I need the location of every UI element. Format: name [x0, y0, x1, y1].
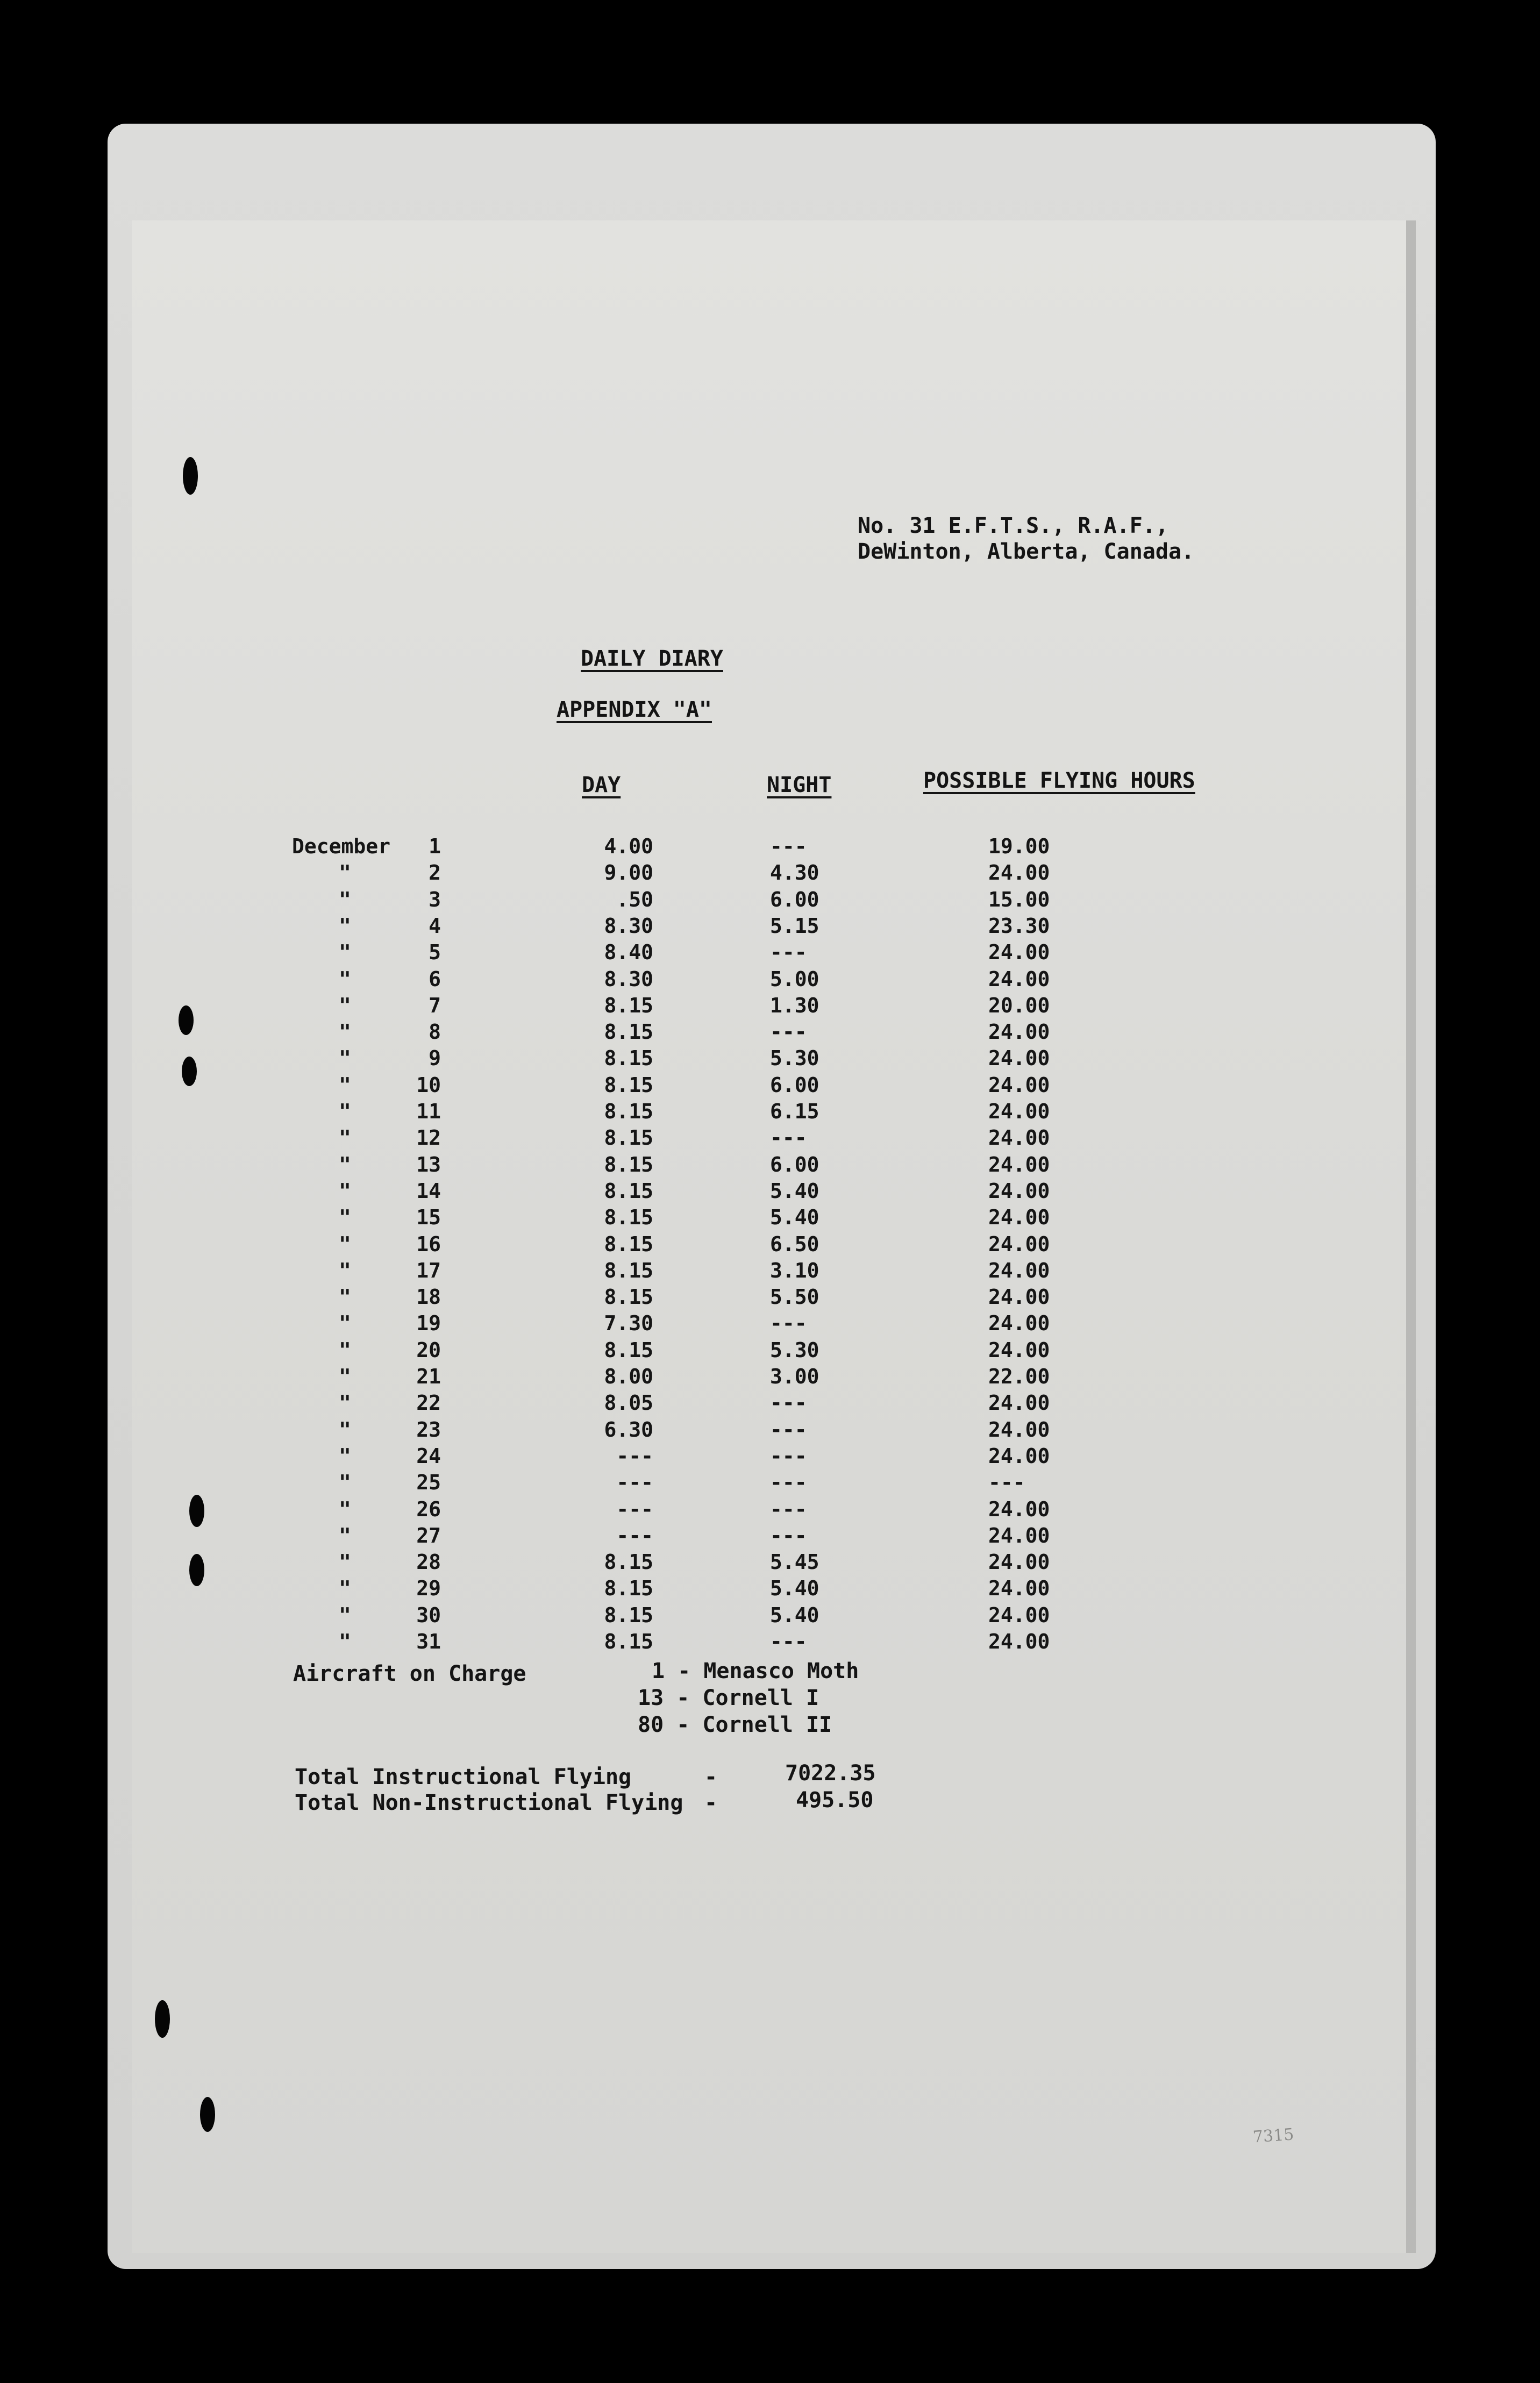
ditto-mark: ": [339, 1418, 351, 1442]
night-cell: 3.00: [770, 1365, 819, 1388]
night-cell: 5.30: [770, 1338, 819, 1362]
date-cell: 24: [416, 1444, 441, 1468]
night-cell: ---: [770, 940, 807, 964]
night-cell: 5.40: [770, 1576, 819, 1600]
date-cell: 26: [416, 1497, 441, 1521]
punch-hole: [183, 457, 198, 495]
ditto-mark: ": [339, 1338, 351, 1362]
ditto-mark: ": [339, 1576, 351, 1600]
table-row: [0, 1179, 1540, 1205]
day-cell: 4.00: [604, 834, 653, 858]
ditto-mark: ": [339, 861, 351, 884]
ditto-mark: ": [339, 1205, 351, 1229]
night-cell: 5.40: [770, 1179, 819, 1203]
day-cell: 8.15: [604, 1073, 653, 1097]
ditto-mark: ": [339, 1153, 351, 1176]
unit-line: No. 31 E.F.T.S., R.A.F.,: [858, 513, 1168, 538]
night-cell: ---: [770, 1471, 807, 1494]
possible-hours-cell: 24.00: [988, 1232, 1050, 1256]
date-cell: 10: [416, 1073, 441, 1097]
possible-hours-cell: ---: [988, 1471, 1025, 1494]
day-cell: .50: [616, 888, 653, 911]
night-cell: 5.30: [770, 1046, 819, 1070]
table-row: [0, 834, 1540, 860]
night-cell: ---: [770, 1311, 807, 1335]
date-cell: 27: [416, 1524, 441, 1547]
day-cell: 8.00: [604, 1365, 653, 1388]
date-cell: 25: [416, 1471, 441, 1494]
total-value: 495.50: [796, 1788, 874, 1813]
night-cell: 5.15: [770, 914, 819, 938]
night-cell: 6.00: [770, 1073, 819, 1097]
ditto-mark: ": [339, 967, 351, 991]
possible-hours-cell: 24.00: [988, 1259, 1050, 1282]
date-cell: 21: [416, 1365, 441, 1388]
possible-hours-cell: 24.00: [988, 1603, 1050, 1627]
table-row: [0, 940, 1540, 966]
aircraft-item: 80 - Cornell II: [638, 1713, 832, 1737]
possible-hours-cell: 24.00: [988, 1418, 1050, 1442]
possible-hours-cell: 24.00: [988, 1205, 1050, 1229]
date-cell: 5: [429, 940, 441, 964]
date-cell: 13: [416, 1153, 441, 1176]
date-cell: 19: [416, 1311, 441, 1335]
possible-hours-cell: 24.00: [988, 1630, 1050, 1653]
date-cell: 17: [416, 1259, 441, 1282]
table-row: [0, 1259, 1540, 1285]
ditto-mark: ": [339, 1497, 351, 1521]
ditto-mark: ": [339, 1100, 351, 1123]
date-cell: 23: [416, 1418, 441, 1442]
night-cell: 5.00: [770, 967, 819, 991]
ditto-mark: ": [339, 1471, 351, 1494]
table-row: [0, 1205, 1540, 1231]
ditto-mark: ": [339, 1550, 351, 1574]
aircraft-item: 13 - Cornell I: [638, 1686, 819, 1710]
total-value: 7022.35: [785, 1761, 876, 1786]
night-cell: 1.30: [770, 994, 819, 1017]
night-cell: 6.15: [770, 1100, 819, 1123]
column-header-night: NIGHT: [767, 773, 832, 797]
possible-hours-cell: 24.00: [988, 967, 1050, 991]
table-row: [0, 1073, 1540, 1099]
night-cell: ---: [770, 1497, 807, 1521]
punch-hole: [200, 2097, 215, 2132]
day-cell: 8.15: [604, 1630, 653, 1653]
aircraft-item: 1 - Menasco Moth: [652, 1659, 859, 1683]
possible-hours-cell: 24.00: [988, 1100, 1050, 1123]
day-cell: 8.15: [604, 1550, 653, 1574]
table-row: [0, 1365, 1540, 1390]
possible-hours-cell: 24.00: [988, 1153, 1050, 1176]
month-cell: December: [292, 834, 391, 858]
day-cell: 8.15: [604, 1576, 653, 1600]
table-row: [0, 1391, 1540, 1417]
table-row: [0, 1285, 1540, 1311]
possible-hours-cell: 24.00: [988, 1524, 1050, 1547]
day-cell: 8.15: [604, 1338, 653, 1362]
total-dash: -: [704, 1765, 718, 1789]
day-cell: ---: [616, 1497, 653, 1521]
ditto-mark: ": [339, 1179, 351, 1203]
table-row: [0, 1603, 1540, 1629]
ditto-mark: ": [339, 1524, 351, 1547]
date-cell: 12: [416, 1126, 441, 1150]
night-cell: 5.40: [770, 1205, 819, 1229]
possible-hours-cell: 24.00: [988, 861, 1050, 884]
table-row: [0, 1232, 1540, 1258]
ditto-mark: ": [339, 1046, 351, 1070]
night-cell: 6.00: [770, 888, 819, 911]
ditto-mark: ": [339, 1126, 351, 1150]
night-cell: ---: [770, 1418, 807, 1442]
possible-hours-cell: 24.00: [988, 1285, 1050, 1309]
page-subtitle: APPENDIX "A": [557, 697, 712, 722]
table-row: [0, 1338, 1540, 1364]
possible-hours-cell: 24.00: [988, 1073, 1050, 1097]
date-cell: 31: [416, 1630, 441, 1653]
day-cell: ---: [616, 1444, 653, 1468]
table-row: [0, 1576, 1540, 1602]
ditto-mark: ": [339, 1259, 351, 1282]
day-cell: 7.30: [604, 1311, 653, 1335]
night-cell: 5.40: [770, 1603, 819, 1627]
possible-hours-cell: 24.00: [988, 1046, 1050, 1070]
day-cell: 8.40: [604, 940, 653, 964]
night-cell: ---: [770, 1444, 807, 1468]
possible-hours-cell: 23.30: [988, 914, 1050, 938]
day-cell: 8.15: [604, 1179, 653, 1203]
day-cell: 8.15: [604, 1020, 653, 1044]
table-row: [0, 1153, 1540, 1179]
possible-hours-cell: 22.00: [988, 1365, 1050, 1388]
day-cell: 8.15: [604, 1046, 653, 1070]
night-cell: ---: [770, 1020, 807, 1044]
date-cell: 6: [429, 967, 441, 991]
total-label: Total Instructional Flying: [295, 1765, 632, 1789]
day-cell: 8.05: [604, 1391, 653, 1415]
ditto-mark: ": [339, 1020, 351, 1044]
table-row: [0, 994, 1540, 1019]
night-cell: 4.30: [770, 861, 819, 884]
aircraft-label: Aircraft on Charge: [293, 1661, 526, 1686]
day-cell: 8.30: [604, 914, 653, 938]
possible-hours-cell: 24.00: [988, 1311, 1050, 1335]
ditto-mark: ": [339, 1630, 351, 1653]
possible-hours-cell: 15.00: [988, 888, 1050, 911]
table-row: [0, 1100, 1540, 1125]
night-cell: ---: [770, 1391, 807, 1415]
ditto-mark: ": [339, 914, 351, 938]
ditto-mark: ": [339, 1391, 351, 1415]
date-cell: 30: [416, 1603, 441, 1627]
ditto-mark: ": [339, 940, 351, 964]
table-row: [0, 914, 1540, 940]
ditto-mark: ": [339, 1603, 351, 1627]
date-cell: 1: [429, 834, 441, 858]
day-cell: 8.15: [604, 1603, 653, 1627]
possible-hours-cell: 24.00: [988, 940, 1050, 964]
date-cell: 29: [416, 1576, 441, 1600]
date-cell: 7: [429, 994, 441, 1017]
table-row: [0, 1497, 1540, 1523]
table-row: [0, 967, 1540, 993]
date-cell: 20: [416, 1338, 441, 1362]
table-row: [0, 888, 1540, 914]
day-cell: 8.15: [604, 1285, 653, 1309]
day-cell: 8.15: [604, 1205, 653, 1229]
table-row: [0, 1046, 1540, 1072]
ditto-mark: ": [339, 1311, 351, 1335]
day-cell: 8.15: [604, 1126, 653, 1150]
possible-hours-cell: 24.00: [988, 1497, 1050, 1521]
ditto-mark: ": [339, 1365, 351, 1388]
possible-hours-cell: 24.00: [988, 1576, 1050, 1600]
date-cell: 3: [429, 888, 441, 911]
day-cell: 6.30: [604, 1418, 653, 1442]
day-cell: 8.15: [604, 994, 653, 1017]
table-row: [0, 1311, 1540, 1337]
date-cell: 22: [416, 1391, 441, 1415]
table-row: [0, 1418, 1540, 1444]
ditto-mark: ": [339, 1232, 351, 1256]
date-cell: 4: [429, 914, 441, 938]
date-cell: 18: [416, 1285, 441, 1309]
ditto-mark: ": [339, 1444, 351, 1468]
date-cell: 14: [416, 1179, 441, 1203]
punch-hole: [155, 2000, 170, 2038]
day-cell: 8.15: [604, 1100, 653, 1123]
day-cell: 8.30: [604, 967, 653, 991]
day-cell: 9.00: [604, 861, 653, 884]
night-cell: ---: [770, 1630, 807, 1653]
column-header-day: DAY: [582, 773, 621, 797]
possible-hours-cell: 24.00: [988, 1020, 1050, 1044]
column-header-possible: POSSIBLE FLYING HOURS: [923, 768, 1195, 793]
table-row: [0, 1020, 1540, 1046]
night-cell: 5.50: [770, 1285, 819, 1309]
ditto-mark: ": [339, 1073, 351, 1097]
table-row: [0, 1126, 1540, 1152]
total-dash: -: [704, 1790, 718, 1815]
location-line: DeWinton, Alberta, Canada.: [858, 539, 1195, 564]
night-cell: ---: [770, 1126, 807, 1150]
table-row: [0, 1630, 1540, 1656]
page-number: 7315: [1252, 2125, 1295, 2147]
date-cell: 2: [429, 861, 441, 884]
night-cell: 6.00: [770, 1153, 819, 1176]
table-row: [0, 861, 1540, 887]
date-cell: 15: [416, 1205, 441, 1229]
date-cell: 28: [416, 1550, 441, 1574]
table-row: [0, 1524, 1540, 1550]
total-label: Total Non-Instructional Flying: [295, 1790, 683, 1815]
day-cell: 8.15: [604, 1259, 653, 1282]
night-cell: 6.50: [770, 1232, 819, 1256]
possible-hours-cell: 24.00: [988, 1444, 1050, 1468]
day-cell: 8.15: [604, 1153, 653, 1176]
day-cell: ---: [616, 1524, 653, 1547]
table-row: [0, 1550, 1540, 1576]
day-cell: ---: [616, 1471, 653, 1494]
date-cell: 9: [429, 1046, 441, 1070]
possible-hours-cell: 24.00: [988, 1391, 1050, 1415]
date-cell: 11: [416, 1100, 441, 1123]
ditto-mark: ": [339, 1285, 351, 1309]
possible-hours-cell: 19.00: [988, 834, 1050, 858]
night-cell: ---: [770, 1524, 807, 1547]
ditto-mark: ": [339, 888, 351, 911]
night-cell: 5.45: [770, 1550, 819, 1574]
possible-hours-cell: 20.00: [988, 994, 1050, 1017]
night-cell: ---: [770, 834, 807, 858]
page-title: DAILY DIARY: [581, 646, 723, 671]
table-row: [0, 1471, 1540, 1496]
possible-hours-cell: 24.00: [988, 1126, 1050, 1150]
ditto-mark: ": [339, 994, 351, 1017]
night-cell: 3.10: [770, 1259, 819, 1282]
possible-hours-cell: 24.00: [988, 1179, 1050, 1203]
date-cell: 8: [429, 1020, 441, 1044]
day-cell: 8.15: [604, 1232, 653, 1256]
date-cell: 16: [416, 1232, 441, 1256]
possible-hours-cell: 24.00: [988, 1338, 1050, 1362]
possible-hours-cell: 24.00: [988, 1550, 1050, 1574]
table-row: [0, 1444, 1540, 1470]
